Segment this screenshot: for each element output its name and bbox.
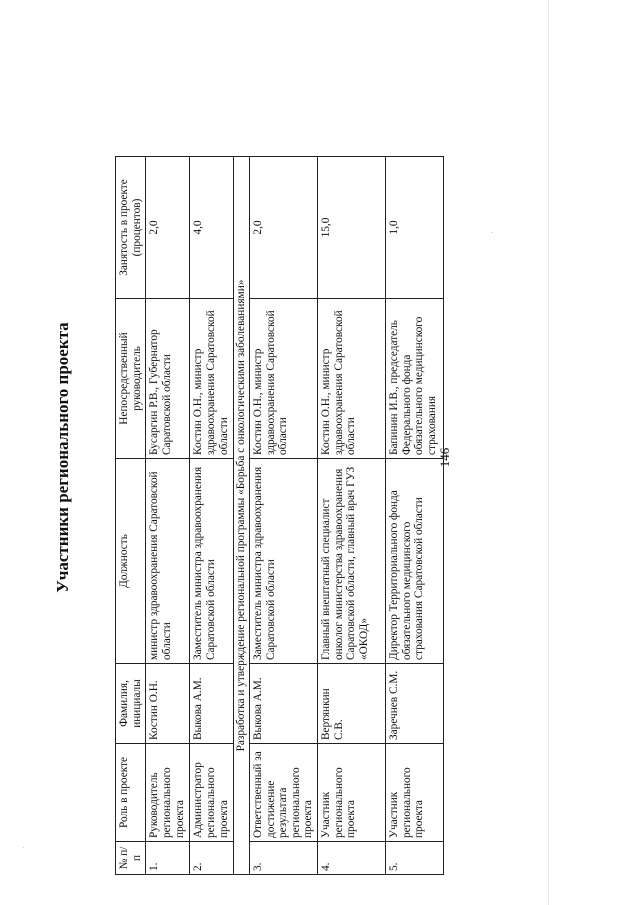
page-title: Участники регионального проекта	[53, 322, 72, 593]
table-row	[386, 157, 444, 875]
cell-name: Вертянкин С.В.	[318, 664, 386, 744]
cell-position: Заместитель министра здравоохранения Саратовской области	[249, 459, 317, 664]
cell-number: 4.	[318, 842, 386, 875]
cell-number: 3.	[249, 842, 317, 875]
cell-name: Выкова А.М.	[249, 664, 317, 744]
cell-number: 1.	[146, 842, 190, 875]
cell-manager: Бапинин И.В., председатель Федерального фонда обязательного медицинского страхования	[386, 299, 444, 459]
header-manager: Непосредственный руководитель	[116, 299, 146, 459]
table-row	[190, 157, 234, 875]
cell-position: Главный внештатный специалист онколог министерства здравоохранения Саратовской области, главный врач ГУЗ «ОКОД»	[318, 459, 386, 664]
table-header-row	[116, 157, 146, 875]
header-number: № п/п	[116, 842, 146, 875]
cell-role: Администратор регионального проекта	[190, 744, 234, 842]
scan-speck: ˎ	[22, 838, 26, 849]
cell-position: Директор Территориального фонда обязательного медицинского страхования Саратовской области	[386, 459, 444, 664]
table-row	[318, 157, 386, 875]
scan-fold-line	[548, 0, 549, 905]
cell-name: Выкова А.М.	[190, 664, 234, 744]
scan-speck: ·	[490, 228, 494, 239]
cell-role: Руководитель регионального проекта	[146, 744, 190, 842]
cell-load: 2,0	[146, 157, 190, 299]
cell-number: 5.	[386, 842, 444, 875]
cell-manager: Костин О.Н., министр здравоохранения Саратовской области	[318, 299, 386, 459]
header-name: Фамилия, инициалы	[116, 664, 146, 744]
cell-manager: Бусаргин Р.В., Губернатор Саратовской области	[146, 299, 190, 459]
table-row	[146, 157, 190, 875]
header-position: Должность	[116, 459, 146, 664]
cell-manager: Костин О.Н., министр здравоохранения Саратовской области	[249, 299, 317, 459]
cell-position: министр здравоохранения Саратовской области	[146, 459, 190, 664]
page-number: 146	[437, 447, 452, 468]
cell-name: Заречнев С.М.	[386, 664, 444, 744]
cell-manager: Костин О.Н., министр здравоохранения Саратовской области	[190, 299, 234, 459]
cell-load: 1,0	[386, 157, 444, 299]
cell-role: Участник регионального проекта	[318, 744, 386, 842]
cell-load: 4,0	[190, 157, 234, 299]
header-role: Роль в проекте	[116, 744, 146, 842]
cell-load: 15,0	[318, 157, 386, 299]
participants-table	[115, 156, 444, 875]
section-row	[234, 157, 250, 875]
cell-name: Костин О.Н.	[146, 664, 190, 744]
cell-role: Ответственный за достижение результата регионального проекта	[249, 744, 317, 842]
cell-number: 2.	[190, 842, 234, 875]
cell-position: Заместитель министра здравоохранения Саратовской области	[190, 459, 234, 664]
cell-load: 2,0	[249, 157, 317, 299]
section-title: Разработка и утверждение региональной программы «Борьба с онкологическими заболеваниями»	[234, 157, 250, 875]
header-load: Занятость в проекте (процентов)	[116, 157, 146, 299]
table-row	[249, 157, 317, 875]
cell-role: Участник регионального проекта	[386, 744, 444, 842]
rotated-page	[45, 35, 475, 880]
